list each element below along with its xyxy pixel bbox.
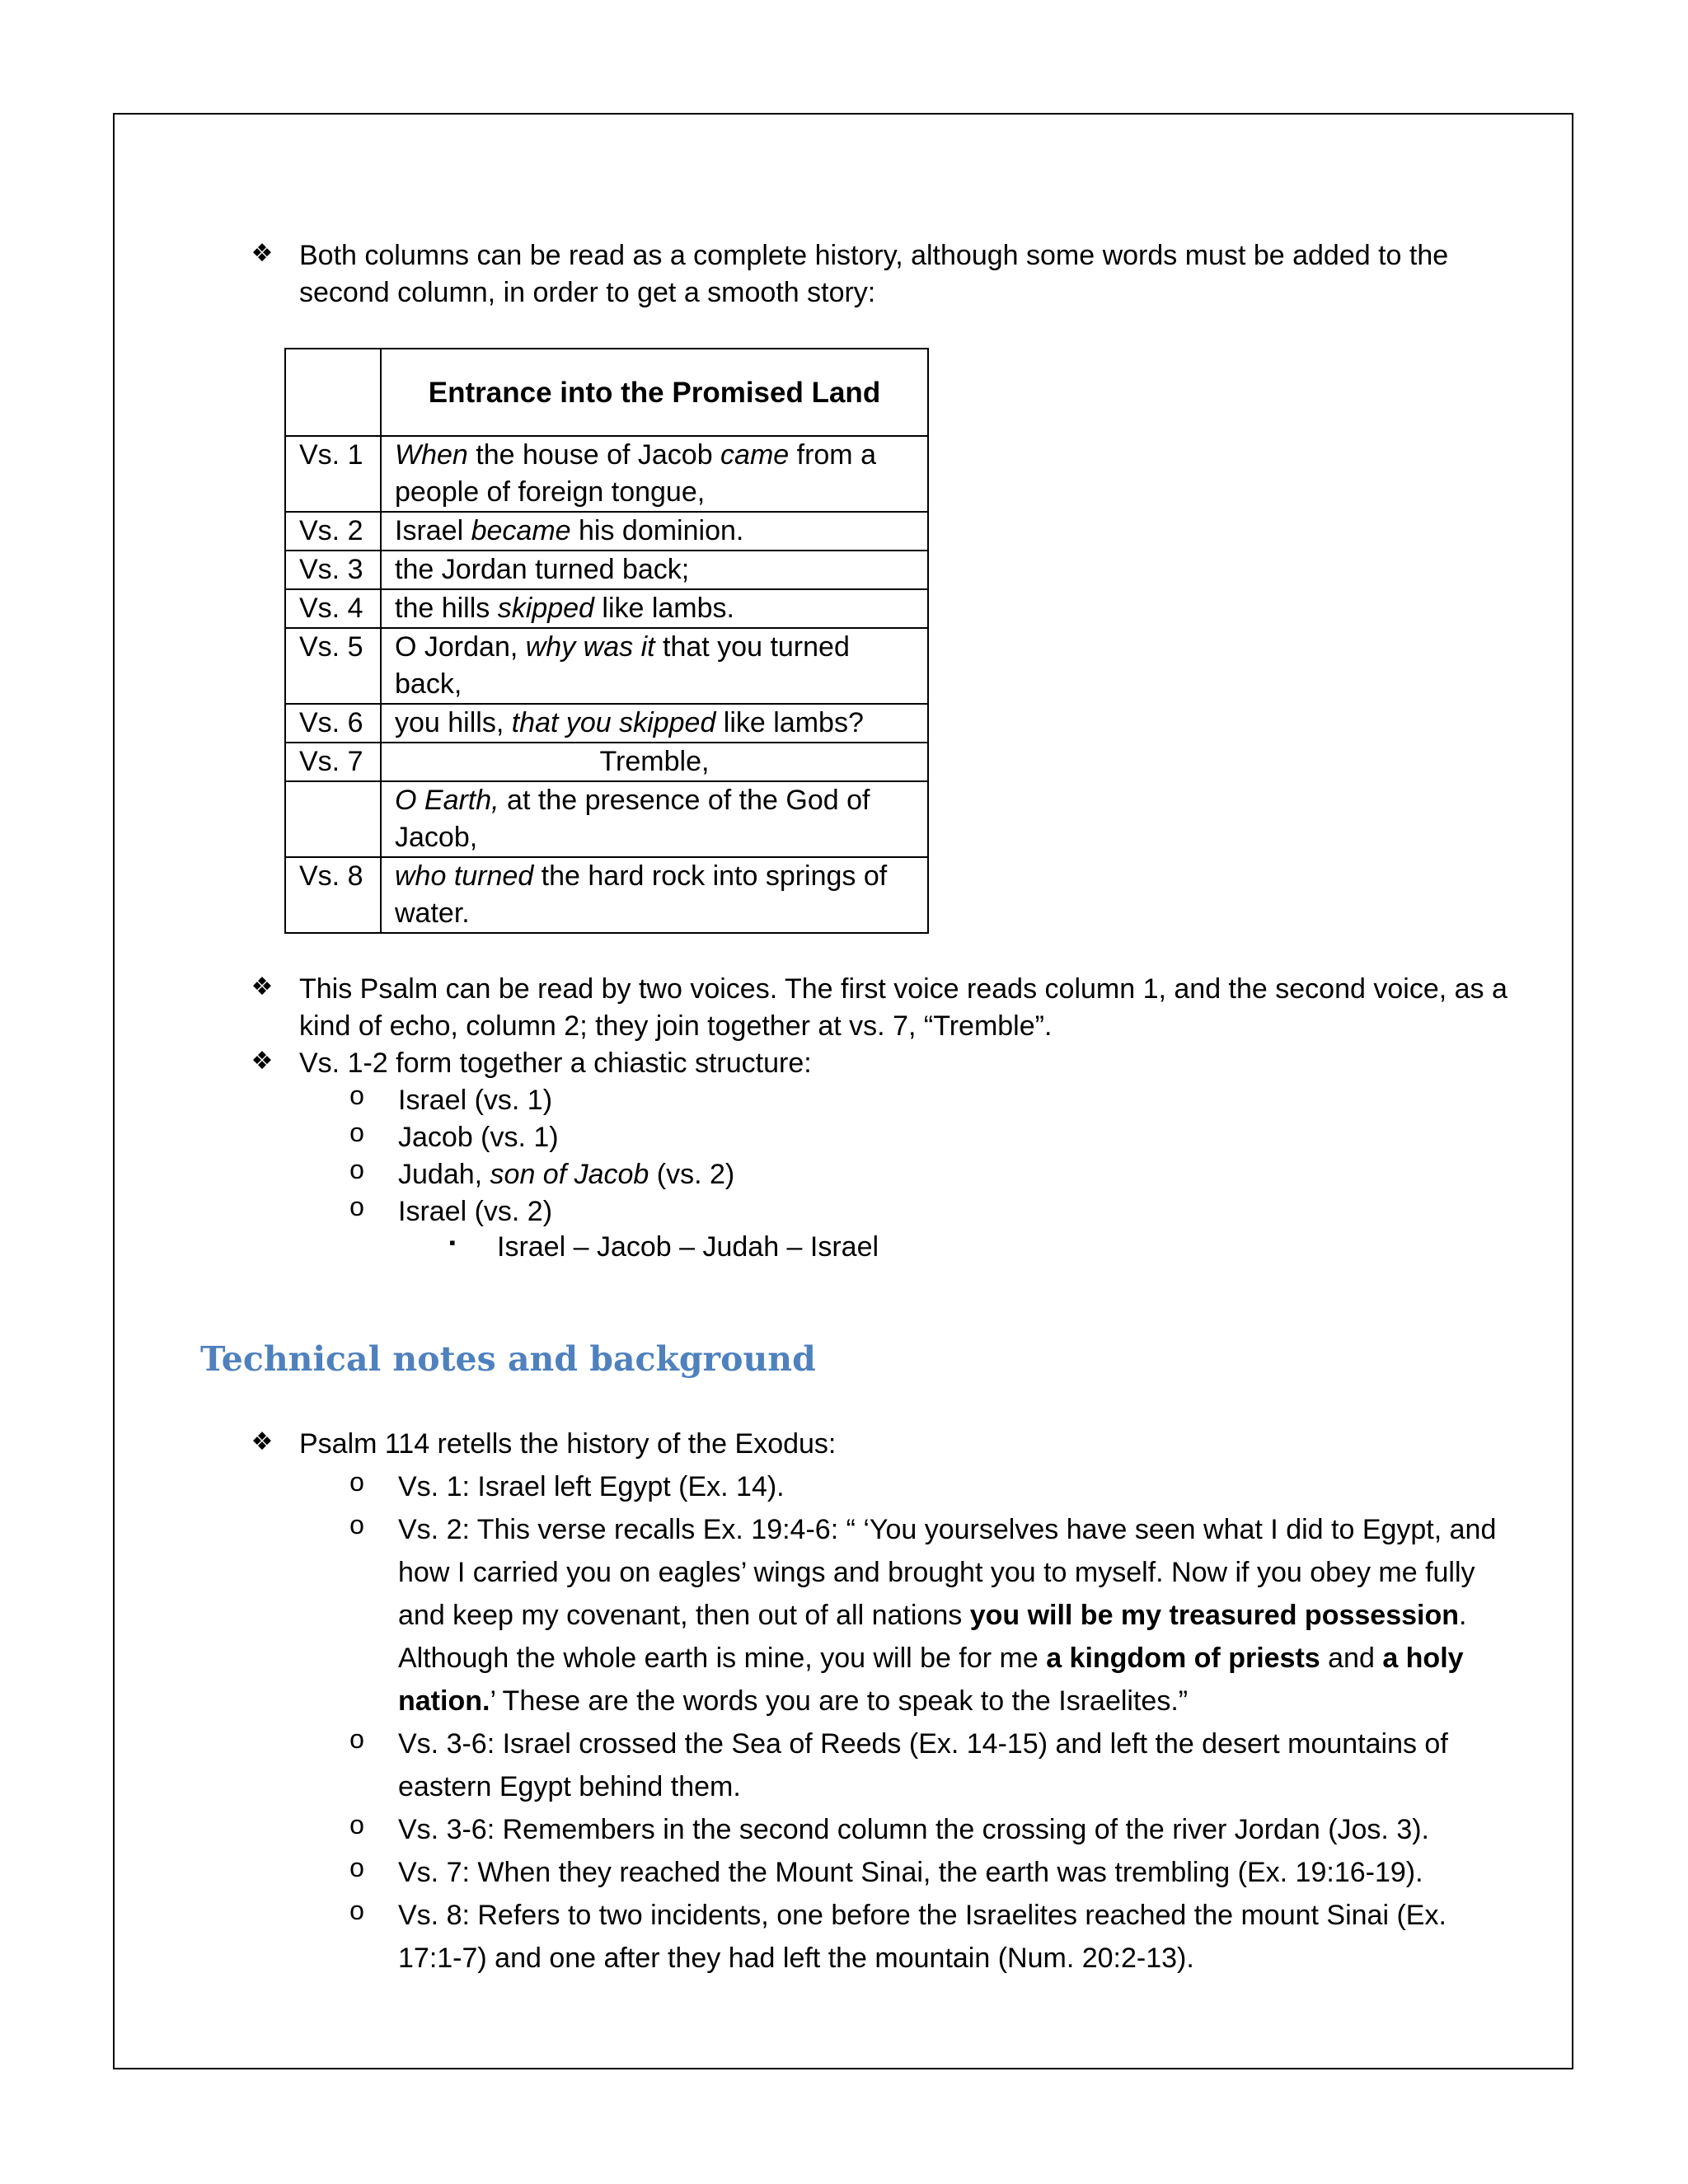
text-run: Vs. 1: Israel left Egypt (Ex. 14).: [398, 1471, 785, 1502]
text-run: ’ These are the words you are to speak to the Israelites.”: [490, 1685, 1189, 1717]
verse-text-cell: [381, 628, 928, 704]
text-run: at the presence of the God of Jacob,: [395, 785, 870, 853]
table-header-row: [285, 349, 928, 436]
verse-text-cell: [381, 743, 928, 781]
table-row: [285, 781, 928, 857]
text-run: you will be my treasured possession: [969, 1600, 1459, 1631]
list-item-line: [398, 1465, 785, 1508]
verse-cell: [285, 781, 381, 857]
circle-bullet-icon: o: [349, 1192, 364, 1221]
list-item-line: [398, 1808, 1429, 1851]
text-run: came: [720, 439, 790, 471]
text-run: nation.: [398, 1685, 490, 1717]
list-item-line: [398, 1894, 1447, 1937]
table-row: [285, 704, 928, 743]
text-run: who turned: [395, 860, 534, 892]
list-item-line: [398, 1508, 1496, 1551]
verse-cell: Vs. 2: [285, 512, 381, 551]
text-run: son of Jacob: [490, 1159, 649, 1190]
chiasm-summary: Israel – Jacob – Judah – Israel: [497, 1231, 879, 1263]
text-run: (vs. 2): [649, 1159, 735, 1190]
text-run: that you skipped: [511, 707, 716, 738]
circle-bullet-icon: o: [349, 1118, 364, 1147]
text-run: Vs. 8: Refers to two incidents, one before the Israelites reached the mount Sinai (Ex.: [398, 1900, 1447, 1931]
verse-text-cell: [381, 857, 928, 933]
table-row: [285, 857, 928, 933]
circle-bullet-icon: o: [349, 1080, 364, 1110]
table-header-title: Entrance into the Promised Land: [381, 349, 928, 436]
text-run: like lambs?: [715, 707, 864, 738]
text-run: and: [1320, 1643, 1383, 1674]
text-run: 17:1-7) and one after they had left the mountain (Num. 20:2-13).: [398, 1943, 1194, 1974]
verse-cell: Vs. 4: [285, 589, 381, 628]
table-row: [285, 436, 928, 512]
verse-text-cell: [381, 781, 928, 857]
text-run: eastern Egypt behind them.: [398, 1771, 741, 1802]
verse-cell: Vs. 6: [285, 704, 381, 743]
text-run: Vs. 7: When they reached the Mount Sinai, the earth was trembling (Ex. 19:16-19).: [398, 1857, 1423, 1888]
text-run: Israel (vs. 2): [398, 1196, 553, 1227]
circle-bullet-icon: o: [349, 1724, 364, 1754]
verse-cell: Vs. 7: [285, 743, 381, 781]
text-run: you hills,: [395, 707, 512, 738]
text-run: the hills: [395, 593, 498, 624]
text-run: Jacob (vs. 1): [398, 1122, 559, 1153]
verse-text-cell: [381, 512, 928, 551]
verse-cell: Vs. 8: [285, 857, 381, 933]
circle-bullet-icon: o: [349, 1853, 364, 1882]
diamond-bullet-icon: ❖: [251, 1047, 274, 1075]
chiasm-intro: Vs. 1-2 form together a chiastic structure:: [299, 1047, 812, 1079]
psalm-table: [284, 348, 929, 934]
text-run: the house of Jacob: [467, 439, 721, 471]
table-body: [285, 436, 928, 933]
list-item-line: [398, 1637, 1464, 1680]
section-intro: Psalm 114 retells the history of the Exodus:: [299, 1428, 837, 1460]
list-item-line: [398, 1937, 1194, 1980]
table-row: [285, 743, 928, 781]
text-run: became: [471, 515, 571, 546]
verse-text-cell: [381, 589, 928, 628]
verse-text-cell: [381, 436, 928, 512]
text-run: Although the whole earth is mine, you will be for me: [398, 1643, 1047, 1674]
text-run: O Jordan,: [395, 631, 526, 663]
list-item-line: [398, 1680, 1188, 1722]
verse-text-cell: [381, 704, 928, 743]
text-run: .: [1459, 1600, 1467, 1631]
text-run: his dominion.: [570, 515, 744, 546]
text-run: Vs. 3-6: Remembers in the second column the crossing of the river Jordan (Jos. 3).: [398, 1814, 1429, 1845]
circle-bullet-icon: o: [349, 1896, 364, 1925]
table-header-blank: [285, 349, 381, 436]
text-run: Vs. 3-6: Israel crossed the Sea of Reeds (Ex. 14-15) and left the desert mountains of: [398, 1728, 1448, 1760]
verse-cell: Vs. 3: [285, 551, 381, 589]
list-item: [398, 1156, 734, 1193]
list-item: [398, 1193, 552, 1230]
list-item: [398, 1119, 559, 1156]
circle-bullet-icon: o: [349, 1510, 364, 1540]
circle-bullet-icon: o: [349, 1810, 364, 1840]
circle-bullet-icon: o: [349, 1467, 364, 1497]
square-bullet-icon: ▪: [449, 1232, 456, 1253]
diamond-bullet-icon: ❖: [251, 1428, 274, 1455]
text-run: the hard rock into springs of water.: [395, 860, 888, 929]
list-item-line: [398, 1551, 1475, 1594]
text-run: skipped: [497, 593, 594, 624]
circle-bullet-icon: o: [349, 1155, 364, 1184]
text-run: like lambs.: [593, 593, 734, 624]
list-item: [398, 1082, 552, 1119]
list-item-line: [398, 1722, 1448, 1765]
list-item-line: [398, 1594, 1466, 1637]
verse-text-cell: [381, 551, 928, 589]
voices-line-2: kind of echo, column 2; they join together at vs. 7, “Tremble”.: [299, 1010, 1053, 1042]
voices-paragraph: [299, 971, 1507, 1045]
table-row: [285, 628, 928, 704]
text-run: and keep my covenant, then out of all nations: [398, 1600, 970, 1631]
intro-paragraph: [299, 237, 1448, 312]
text-run: from a people of foreign tongue,: [395, 439, 876, 508]
verse-cell: Vs. 1: [285, 436, 381, 512]
section-heading: Technical notes and background: [200, 1339, 816, 1379]
table-row: [285, 512, 928, 551]
diamond-bullet-icon: ❖: [251, 240, 274, 267]
text-run: a holy: [1382, 1643, 1464, 1674]
intro-line-2: second column, in order to get a smooth story:: [299, 277, 876, 308]
text-run: Vs. 2: This verse recalls Ex. 19:4-6: “ ‘You yourselves have seen what I did to Egypt, and: [398, 1514, 1497, 1545]
table-row: [285, 589, 928, 628]
text-run: the Jordan turned back;: [395, 554, 690, 585]
text-run: O Earth,: [395, 785, 499, 816]
voices-line-1: This Psalm can be read by two voices. The first voice reads column 1, and the second voice, as a: [299, 973, 1507, 1005]
table-row: [285, 551, 928, 589]
text-run: why was it: [525, 631, 655, 663]
text-run: When: [395, 439, 468, 471]
text-run: how I carried you on eagles’ wings and brought you to myself. Now if you obey me fully: [398, 1557, 1475, 1588]
text-run: Israel: [395, 515, 471, 546]
list-item-line: [398, 1851, 1423, 1894]
text-run: Tremble,: [599, 746, 710, 777]
diamond-bullet-icon: ❖: [251, 973, 274, 1001]
verse-cell: Vs. 5: [285, 628, 381, 704]
text-run: Israel (vs. 1): [398, 1085, 553, 1116]
intro-line-1: Both columns can be read as a complete history, although some words must be added to the: [299, 240, 1449, 271]
text-run: that you turned back,: [395, 631, 850, 700]
text-run: Judah,: [398, 1159, 490, 1190]
list-item-line: [398, 1765, 741, 1808]
text-run: a kingdom of priests: [1046, 1643, 1320, 1674]
